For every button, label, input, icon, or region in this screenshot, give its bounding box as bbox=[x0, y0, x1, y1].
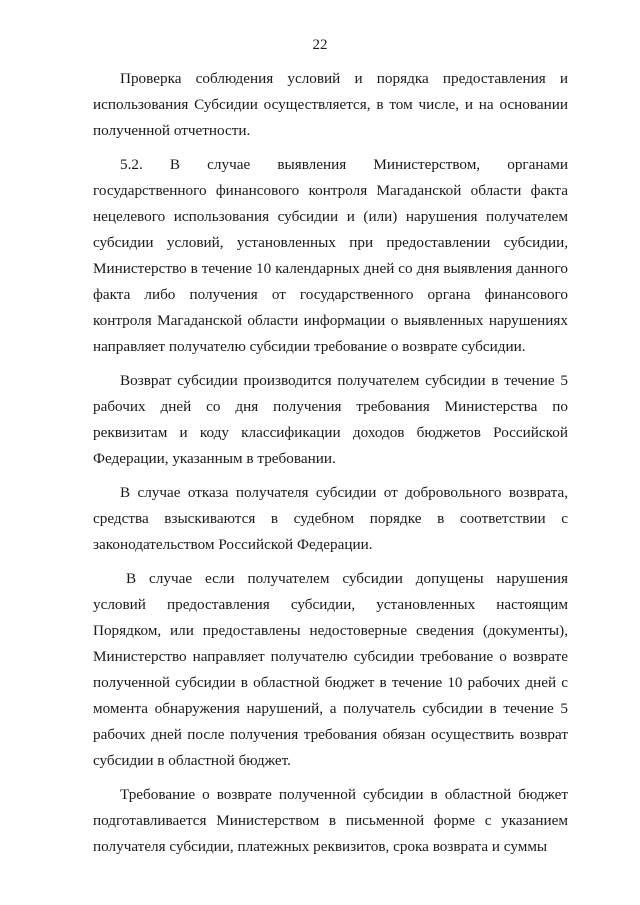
paragraph-verification: Проверка соблюдения условий и порядка предоставления и использования Субсидии осуществляется, в том числе, и на основании полученной отчетности. bbox=[93, 70, 568, 139]
paragraph-violations: В случае если получателем субсидии допущены нарушения условий предоставления субсидии, установленных настоящим Порядком, или предоставлены недостоверные сведения (документы), Министерство направляет получателю субсидии требование о возврате полученной субсидии в областной бюджет в течение 10 рабочих дней с момента обнаружения нарушений, а получатель субсидии в течение 5 рабочих дней после получения требования обязан осуществить возврат субсидии в областной бюджет. bbox=[93, 570, 568, 769]
page-number: 22 bbox=[312, 37, 328, 53]
paragraph-subsidy-return: Возврат субсидии производится получателем субсидии в течение 5 рабочих дней со дня получения требования Министерства по реквизитам и коду классификации доходов бюджетов Российской Федерации, указанным в требовании. bbox=[93, 372, 568, 467]
document-body bbox=[93, 66, 568, 868]
paragraph-requirement: Требование о возврате полученной субсидии в областной бюджет подготавливается Министерством в письменной форме с указанием получателя субсидии, платежных реквизитов, срока возврата и суммы bbox=[93, 786, 568, 855]
paragraph-refusal: В случае отказа получателя субсидии от добровольного возврата, средства взыскиваются в судебном порядке в соответствии с законодательством Российской Федерации. bbox=[93, 484, 568, 553]
paragraph-5-2: 5.2. В случае выявления Министерством, органами государственного финансового контроля Магаданской области факта нецелевого использования субсидии и (или) нарушения получателем субсидии условий, установленных при предоставлении субсидии, Министерство в течение 10 календарных дней со дня выявления данного факта либо получения от государственного органа финансового контроля Магаданской области информации о выявленных нарушениях направляет получателю субсидии требование о возврате субсидии. bbox=[93, 156, 568, 355]
